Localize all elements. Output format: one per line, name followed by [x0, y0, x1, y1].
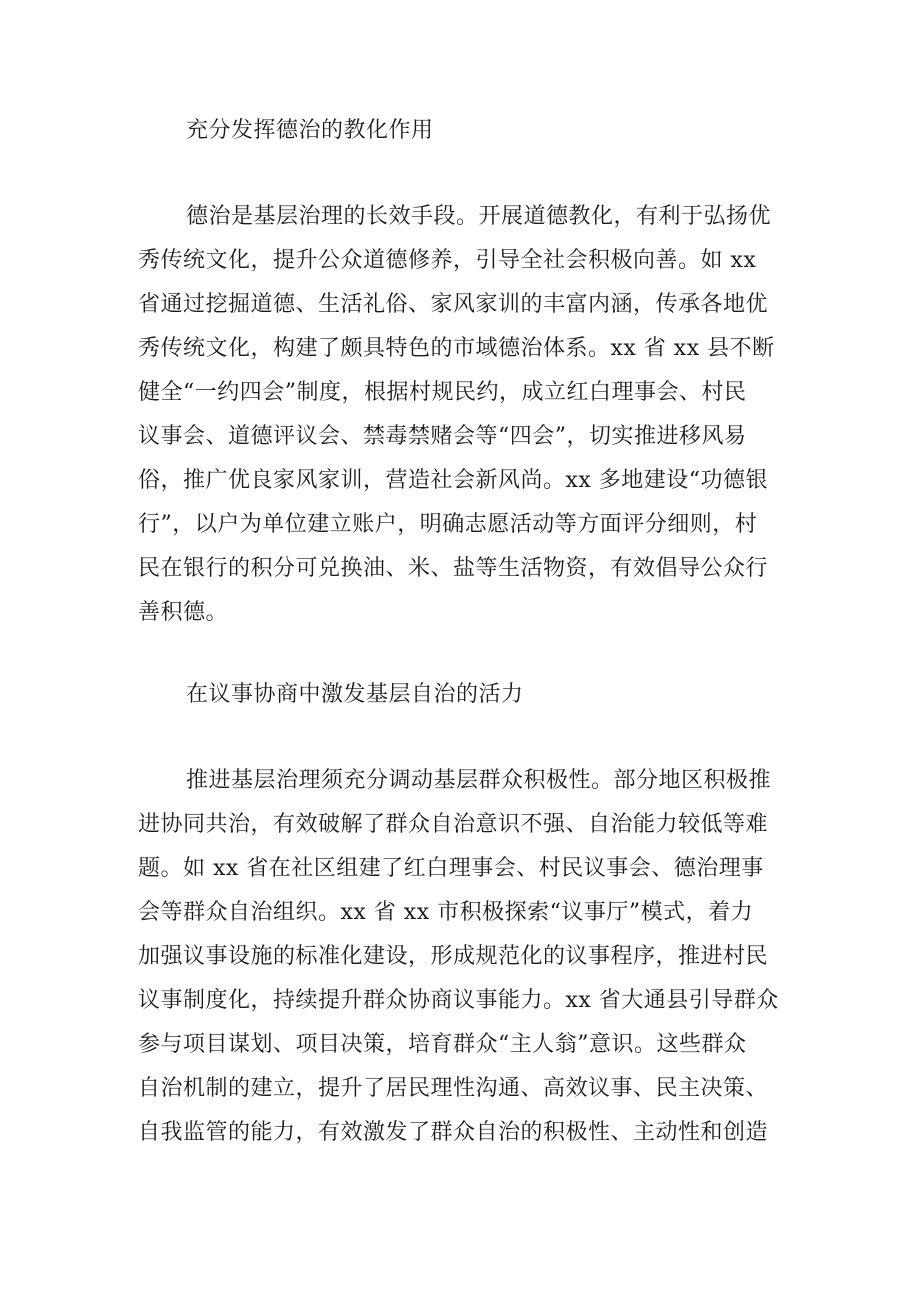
paragraph-line: 参与项目谋划、项目决策，培育群众“主人翁”意识。这些群众	[138, 1032, 747, 1057]
paragraph-line: 推进基层治理须充分调动基层群众积极性。部分地区积极推	[186, 768, 772, 793]
paragraph-line: 秀传统文化，构建了颇具特色的市域德治体系。xx 省 xx 县不断	[138, 336, 775, 361]
paragraph-line: 加强议事设施的标准化建设，形成规范化的议事程序，推进村民	[138, 944, 769, 969]
paragraph-line: 题。如 xx 省在社区组建了红白理事会、村民议事会、德治理事	[138, 856, 764, 881]
paragraph-line: 自治机制的建立，提升了居民理性沟通、高效议事、民主决策、	[138, 1076, 769, 1101]
paragraph-line: 议事会、道德评议会、禁毒禁赌会等“四会”，切实推进移风易	[138, 424, 747, 449]
paragraph-line: 行”，以户为单位建立账户，明确志愿活动等方面评分细则，村	[138, 512, 758, 537]
paragraph-line: 俗，推广优良家风家训，营造社会新风尚。xx 多地建设“功德银	[138, 468, 769, 493]
section-heading-1: 充分发挥德治的教化作用	[186, 118, 434, 143]
paragraph-line: 省通过挖掘道德、生活礼俗、家风家训的丰富内涵，传承各地优	[138, 292, 769, 317]
paragraph-line: 善积德。	[138, 600, 229, 625]
paragraph-line: 德治是基层治理的长效手段。开展道德教化，有利于弘扬优	[186, 204, 772, 229]
paragraph-line: 议事制度化，持续提升群众协商议事能力。xx 省大通县引导群众	[138, 988, 779, 1013]
paragraph-line: 秀传统文化，提升公众道德修养，引导全社会积极向善。如 xx	[138, 248, 757, 273]
paragraph-line: 进协同共治，有效破解了群众自治意识不强、自治能力较低等难	[138, 812, 769, 837]
paragraph-line: 健全“一约四会”制度，根据村规民约，成立红白理事会、村民	[138, 380, 747, 405]
paragraph-line: 自我监管的能力，有效激发了群众自治的积极性、主动性和创造	[138, 1120, 769, 1145]
section-heading-2: 在议事协商中激发基层自治的活力	[186, 682, 524, 707]
paragraph-line: 会等群众自治组织。xx 省 xx 市积极探索“议事厅”模式，着力	[138, 900, 754, 925]
paragraph-line: 民在银行的积分可兑换油、米、盐等生活物资，有效倡导公众行	[138, 556, 769, 581]
